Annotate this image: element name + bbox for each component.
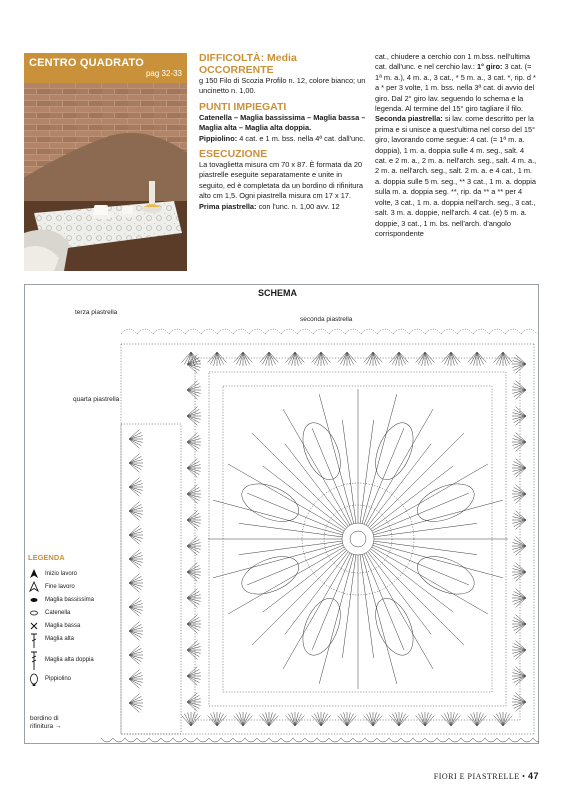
instructions-column-2 [375, 52, 538, 239]
seconda-label: Seconda piastrella: [375, 114, 443, 124]
label-quarta-piastrella: quarta piastrella [73, 396, 120, 403]
end-arrow-icon [28, 581, 40, 593]
open-oval-icon [28, 607, 40, 619]
punti-text: Catenella – Maglia bassissima – Maglia bassa – Maglia alta – Maglia alta doppia. [199, 112, 366, 133]
filled-oval-icon [28, 594, 40, 606]
label-terza-piastrella: terza piastrella [75, 309, 118, 316]
page-number: 47 [527, 771, 539, 781]
seconda-paragraph [375, 114, 538, 239]
legend [28, 553, 128, 689]
esecuzione-heading: ESECUZIONE [199, 148, 268, 161]
doily-photo [24, 83, 187, 271]
bordino-text: bordino di rifinitura [30, 715, 59, 730]
legend-item [28, 568, 128, 581]
giro-intro: cat., chiudere a cerchio con 1 m.bss. nell'ultima cat. dall'unc. e nel cerchio lav.: [375, 52, 531, 72]
giro-paragraph [375, 52, 538, 114]
occorrente-heading: OCCORRENTE [199, 64, 274, 76]
start-arrow-icon [28, 568, 40, 580]
pippiolino-paragraph [199, 134, 367, 144]
pippiolino-text: 4 cat. e 1 m. bss. nella 4ª cat. dall'unc. [239, 133, 365, 143]
seconda-text: si lav. come descritto per la prima e si unisce a quest'ultima nel corso del 15° giro, lavorando come segue: 4 cat. (= 1ª m. a. doppia), 1 m. a. doppia sulle 4 m. seg., salt. 4 cat. e 2 m. a., 2 m. a. nell'arch. seg., salt. 4 m. a., 2 m. a. nell'arch. seg., salt. 2 m. a. e 4 cat., 1 m. a. doppia sulle 5 m. seg., ** 3 cat., 1 m. a. doppia sulla m. a. doppia seg. **, rip. da ** a ** per 4 volte, 3 cat., 1 m. a. doppia nell'arch. seg., 3 cat., salt. 3 m. a. doppie, nell'arch. 4 cat. (e) 5 m. a. doppie, 3 cat., 1 m. bs. nell'arch. d'angolo corrispondente [375, 114, 537, 238]
label-bordino: bordino di rifinitura → [30, 715, 62, 730]
legend-label: Pippiolino [45, 676, 72, 682]
legend-title: LEGENDA [28, 553, 65, 562]
magazine-name: FIORI E PIASTRELLE [433, 772, 520, 781]
prima-paragraph [199, 202, 367, 212]
legend-item [28, 620, 128, 633]
legend-item [28, 633, 128, 651]
legend-label: Maglia bassa [45, 623, 81, 629]
legend-item [28, 594, 128, 607]
difficulty-heading: DIFFICOLTÀ: Media [199, 52, 297, 64]
legend-item [28, 651, 128, 673]
legend-item [28, 673, 128, 689]
page-footer [434, 771, 539, 781]
giro-text: 3 cat. (= 1ª m. a.), 4 m. a., 3 cat., * 5 m. a., 3 cat. *, rip. d * a * per 3 volte, 1 m. bss. nella 3ª cat. di avvio del giro. Dal 2° giro lav. seguendo lo schema e la legenda. Al termine del 15° giro tagliare il filo. [375, 62, 536, 114]
instructions-column-1 [199, 52, 367, 212]
prima-label: Prima piastrella: [199, 201, 257, 211]
cross-icon [28, 620, 40, 632]
legend-label: Inizio lavoro [45, 571, 78, 577]
label-seconda-piastrella: seconda piastrella [300, 316, 353, 323]
prima-text: con l'unc. n. 1,00 avv. 12 [258, 201, 340, 211]
legend-label: Maglia alta doppia [45, 657, 94, 663]
project-pages: pag 32-33 [145, 69, 182, 78]
legend-label: Catenella [45, 610, 71, 616]
legend-label: Fine lavoro [45, 584, 75, 590]
schema-title: SCHEMA [258, 288, 298, 298]
t-bar-icon [28, 633, 40, 649]
picot-icon [28, 673, 40, 687]
legend-item [28, 607, 128, 620]
occorrente-text: g 150 Filo di Scozia Profilo n. 12, colore bianco; un uncinetto n. 1,00. [199, 76, 366, 96]
pippiolino-label: Pippiolino: [199, 133, 238, 143]
photo-header [24, 53, 187, 83]
project-title: CENTRO QUADRATO [29, 57, 145, 69]
punti-heading: PUNTI IMPIEGATI [199, 100, 287, 113]
giro-label: 1° giro: [476, 62, 503, 72]
legend-label: Maglia alta [45, 636, 75, 642]
double-t-bar-icon [28, 651, 40, 671]
esecuzione-text: La tovaglietta misura cm 70 x 87. È formata da 20 piastrelle eseguite separatamente e unite in seguito, ed è completata da un bordino di rifinitura alto cm 1,5. Ogni piastrella misura cm 17 x 17. [199, 160, 363, 201]
project-photo-card [24, 53, 187, 271]
footer-separator: • [522, 772, 526, 781]
legend-item [28, 581, 128, 594]
legend-label: Maglia bassissima [45, 597, 95, 603]
